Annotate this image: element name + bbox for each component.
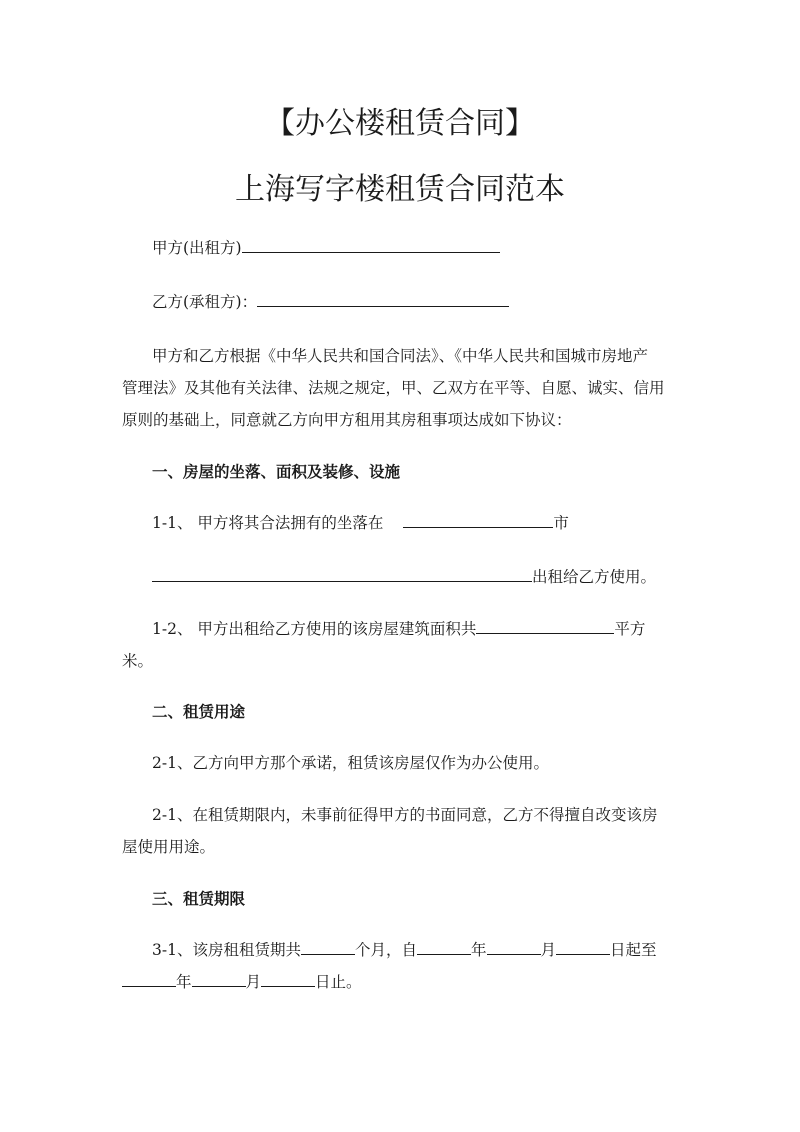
months-blank [301,939,355,955]
start-year-label: 年 [470,941,487,959]
clause-2-2-line-2: 屋使用用途。 [122,838,216,856]
clause-3-1-prefix: 3-1、该房租租赁期共 [152,941,301,959]
clause-1-2-prefix: 1-2、 甲方出租给乙方使用的该房屋建筑面积共 [152,620,477,638]
clause-1-2-line-2: 米。 [122,652,154,670]
section-2-heading: 二、租赁用途 [152,702,246,721]
clause-1-2-suffix: 平方 [614,620,646,638]
city-blank [403,512,553,528]
clause-1-1-suffix: 市 [553,514,569,532]
intro-line-3: 原则的基础上，同意就乙方向甲方租用其房租事项达成如下协议： [122,411,572,429]
party-b-blank [257,291,509,307]
intro-line-2: 管理法》及其他有关法律、法规之规定，甲、乙双方在平等、自愿、诚实、信用 [122,379,665,397]
start-month-label: 月 [540,941,557,959]
party-a-label: 甲方(出租方) [152,239,242,257]
area-blank [476,618,614,634]
clause-1-1-line-2 [152,565,656,587]
clause-3-1-month-unit: 个月，自 [354,941,417,959]
clause-2-1: 2-1、乙方向甲方那个承诺，租赁该房屋仅作为办公使用。 [152,754,549,772]
clause-3-1-day-start: 日起至 [610,941,657,959]
end-month-blank [192,971,246,987]
document-title: 【办公楼租赁合同】 [265,106,535,141]
end-day-blank [261,971,315,987]
address-blank [152,566,532,582]
start-year-blank [417,939,471,955]
intro-line-1: 甲方和乙方根据《中华人民共和国合同法》、《中华人民共和国城市房地产 [152,347,649,365]
end-year-label: 年 [176,973,192,991]
party-a-line [152,236,500,258]
section-1-heading: 一、房屋的坐落、面积及装修、设施 [152,462,401,481]
clause-1-1-line-1 [152,511,569,533]
party-b-line [152,290,509,312]
party-b-label: 乙方(承租方)： [152,293,258,311]
start-month-blank [487,939,541,955]
start-day-blank [556,939,610,955]
clause-2-2-line-1: 2-1、在租赁期限内，未事前征得甲方的书面同意，乙方不得擅自改变该房 [152,806,658,824]
clause-1-1-line-2-suffix: 出租给乙方使用。 [532,568,657,586]
clause-3-1-line-2 [122,970,362,992]
section-3-heading: 三、租赁期限 [152,889,246,908]
document-subtitle: 上海写字楼租赁合同范本 [235,172,565,207]
end-month-label: 月 [245,973,262,991]
end-year-blank [122,971,176,987]
clause-3-1-day-end: 日止。 [315,973,362,991]
party-a-blank [242,237,500,253]
clause-1-1-prefix: 1-1、 甲方将其合法拥有的坐落在 [152,514,384,532]
clause-1-2-line-1 [152,617,645,639]
clause-3-1-line-1 [152,938,657,960]
